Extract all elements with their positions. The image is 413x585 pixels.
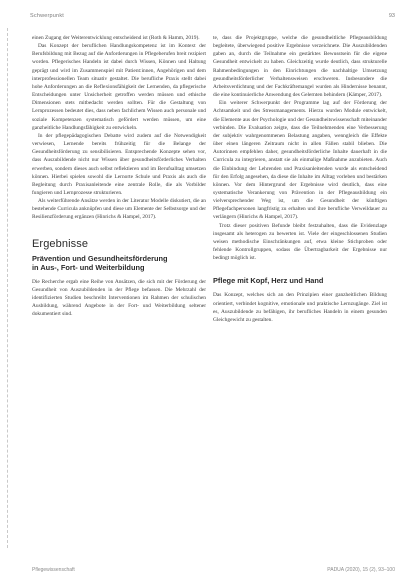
subsection-heading: Prävention und Gesundheitsförderung in Aus-, Fort- und Weiterbildung	[32, 253, 168, 272]
right-column	[213, 34, 387, 324]
left-column	[32, 34, 206, 318]
body-paragraph: Trotz dieser positiven Befunde bleibt festzuhalten, dass die Evidenzlage insgesamt als heterogen zu bewerten ist. Viele der eingeschlossenen Studien weisen methodische Einschränkungen auf, etwa kleine Stichproben oder fehlende Kontrollgruppen, sodass die Übertragbarkeit der Ergebnisse nur bedingt möglich ist.	[213, 222, 387, 262]
body-paragraph: Ein weiterer Schwerpunkt der Programme lag auf der Förderung der Achtsamkeit und des Stressmanagements. Hierzu wurden Module entwickelt, die Elemente aus der Psychologie und der Gesundheitswissenschaft miteinander verbinden. Die Evaluation zeigte, dass die Teilnehmenden eine Verbesserung der subjektiv wahrgenommenen Belastung angaben, wenngleich die Effekte über einen längeren Zeitraum nicht in allen Fällen stabil blieben. Die Autorinnen empfehlen daher, gesundheitsförderliche Inhalte dauerhaft in die Curricula zu integrieren, anstatt sie als einmalige Maßnahme anzubieten. Auch die Einbindung der Lehrenden und Praxisanleitenden wurde als entscheidend für den Erfolg angesehen, da diese die Inhalte im Alltag vorleben und bestärken können. Vor dem Hintergrund der Ergebnisse wird deutlich, dass eine systematische Verankerung von Prävention in der Pflegeausbildung ein vielversprechender Weg ist, um die Gesundheit der künftigen Pflegefachpersonen langfristig zu erhalten und ihre berufliche Verweildauer zu verlängern (Hinrichs & Hampel, 2017).	[213, 100, 387, 221]
body-paragraph: Als weiterführende Ansätze werden in der Literatur Modelle diskutiert, die an bestehende Curricula anknüpfen und diese um Elemente der Selbstsorge und der Resilienzförderung ergänzen (Hinrichs & Hampel, 2017).	[32, 198, 206, 221]
page-number: 93	[388, 13, 395, 19]
footer-citation: PADUA (2020), 15 (2), 93–100	[327, 567, 395, 573]
subsection-heading: Pflege mit Kopf, Herz und Hand	[213, 276, 324, 286]
body-paragraph: In der pflegepädagogischen Debatte wird zudem auf die Notwendigkeit verwiesen, Lernende bereits frühzeitig für die Belange der Gesundheitsförderung zu sensibilisieren. Entsprechende Konzepte sehen vor, dass Auszubildende nicht nur Wissen über gesundheitsförderliches Verhalten erwerben, sondern dieses auch selbst reflektieren und im Berufsalltag umsetzen können. Hierbei spielen sowohl die Lernorte Schule und Praxis als auch die Begleitung durch Praxisanleitende eine zentrale Rolle, die als Vorbilder fungieren und Lernprozesse strukturieren.	[32, 132, 206, 196]
body-paragraph: Das Konzept der beruflichen Handlungskompetenz ist im Kontext der Berufsbildung mit Bezug auf die Anforderungen in Pflegeberufen breit rezipiert worden. Pflegerisches Handeln ist dabei durch Wissen, Können und Haltung geprägt und wird im Zusammenspiel mit Patient:innen, Angehörigen und dem interprofessionellen Team situativ gestaltet. Die berufliche Praxis stellt dabei hohe Anforderungen an die Reflexionsfähigkeit der Lernenden, da pflegerische Entscheidungen unter Unsicherheit getroffen werden müssen und ethische Dimensionen stets mitbedacht werden sollten. Für die Gestaltung von Lernprozessen bedeutet dies, dass neben fachlichem Wissen auch personale und soziale Kompetenzen systematisch gefördert werden müssen, um eine ganzheitliche Handlungsfähigkeit zu entwickeln.	[32, 43, 206, 131]
binding-margin-mark	[7, 28, 9, 548]
body-paragraph: einen Zugang der Weiterentwicklung entscheidend ist (Roth & Hamm, 2019).	[32, 35, 200, 41]
footer-journal: Pflegewissenschaft	[32, 567, 75, 573]
running-title: Schwerpunkt	[30, 13, 64, 19]
body-paragraph: te, dass die Projektgruppe, welche die gesundheitliche Pflegeausbildung begleitete, überwiegend positive Ergebnisse verzeichnete. Die Auszubildenden gaben an, durch die Teilnahme ein gestärktes Bewusstsein für die eigene Gesundheit entwickelt zu haben. Gleichzeitig wurde deutlich, dass strukturelle Rahmenbedingungen in den Einrichtungen die nachhaltige Umsetzung gesundheitsförderlicher Verhaltensweisen erschweren. Insbesondere die Arbeitsverdichtung und der Fachkräftemangel wurden als Hindernisse benannt, die eine kontinuierliche Anwendung des Gelernten behindern (Kämper, 2017).	[213, 35, 387, 99]
section-heading: Ergebnisse	[32, 237, 89, 250]
body-paragraph: Die Recherche ergab eine Reihe von Ansätzen, die sich mit der Förderung der Gesundheit von Auszubildenden in der Pflege befassen. Die Mehrzahl der identifizierten Studien beschreibt Interventionen im Rahmen der schulischen Ausbildung, während Angebote in der Fort- und Weiterbildung seltener dokumentiert sind.	[32, 278, 206, 318]
body-paragraph: Das Konzept, welches sich an den Prinzipien einer ganzheitlichen Bildung orientiert, verbindet kognitive, emotionale und praktische Lernzugänge. Ziel ist es, Auszubildende zu befähigen, ihr berufliches Handeln in einem gesunden Gleichgewicht zu gestalten.	[213, 292, 387, 323]
